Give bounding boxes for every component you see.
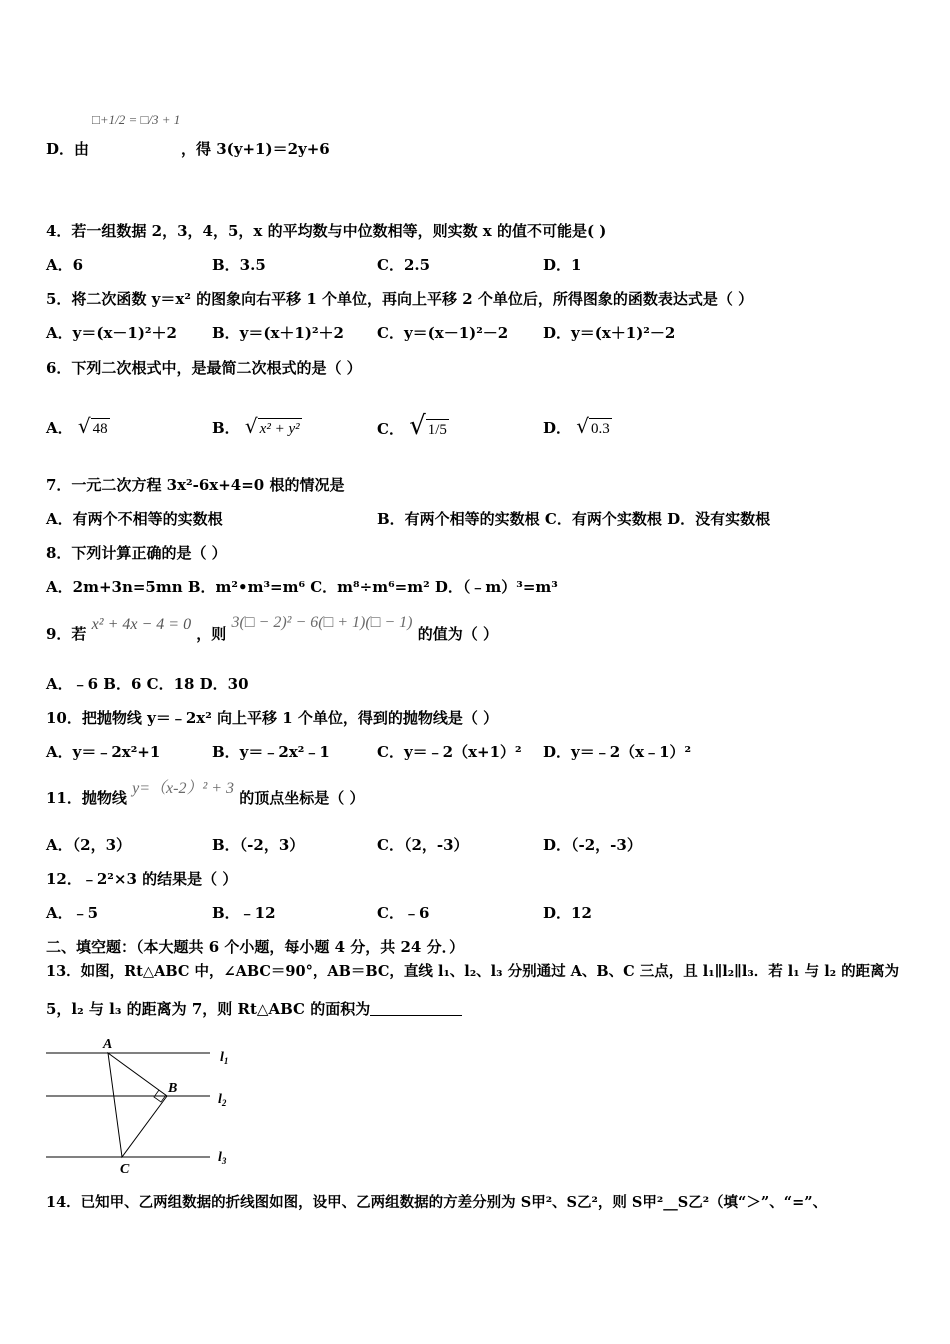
q6-option-d: D． √ 0.3 — [543, 414, 610, 438]
q4-option-d: D．1 — [543, 256, 582, 274]
q5-stem: 5．将二次函数 y＝x² 的图象向右平移 1 个单位，再向上平移 2 个单位后，所得图象的函数表达式是（ ） — [46, 290, 754, 308]
q6-stem: 6．下列二次根式中，是最简二次根式的是（ ） — [46, 359, 362, 377]
q6-option-b: B． √ x² + y² — [212, 414, 300, 438]
q11-prefix: 11．抛物线 — [46, 789, 127, 807]
q9-line — [46, 614, 498, 645]
q11-option-d: D．（-2，-3） — [543, 836, 642, 854]
label-l2: $l_2$ — [218, 1092, 227, 1108]
label-l1: $l_1$ — [220, 1050, 229, 1066]
q10-option-b: B．y＝﹣2x²﹣1 — [212, 743, 330, 761]
q13-answer-blank[interactable] — [370, 1001, 462, 1016]
q4-stem: 4．若一组数据 2，3，4，5，x 的平均数与中位数相等，则实数 x 的值不可能是( ) — [46, 222, 607, 240]
q6-option-a: A． √ 48 — [46, 414, 108, 438]
q6-radicand-b: x² + y² — [258, 418, 302, 439]
q9-mid: ，则 — [196, 625, 227, 643]
q6-radicand-d: 0.3 — [589, 418, 612, 439]
q12-option-a: A．﹣5 — [46, 904, 99, 922]
q13-line2: 5，l₂ 与 l₃ 的距离为 7，则 Rt△ABC 的面积为 — [46, 999, 462, 1019]
q6-radicand-a: 48 — [91, 418, 110, 439]
q12-option-c: C．﹣6 — [377, 904, 430, 922]
q11-formula: y=（x-2）² + 3 — [132, 780, 235, 797]
label-l3: $l_3$ — [218, 1150, 227, 1166]
label-a: A — [103, 1037, 113, 1052]
q3d-suffix: ，得 3(y+1)＝2y+6 — [181, 140, 330, 158]
q5-option-a: A．y＝(x－1)²＋2 — [46, 324, 177, 342]
q10-option-c: C．y＝﹣2（x+1）² — [377, 743, 522, 761]
q4-option-a: A．6 — [46, 256, 84, 274]
q5-option-d: D．y＝(x＋1)²－2 — [543, 324, 676, 342]
q14-text: 14．已知甲、乙两组数据的折线图如图，设甲、乙两组数据的方差分别为 S甲²、S乙²，则 S甲²__S乙²（填“＞”、“=”、 — [46, 1194, 828, 1211]
q6-option-c: C． √ 1/5 — [377, 411, 447, 441]
q4-option-b: B．3.5 — [212, 256, 266, 274]
q10-option-d: D．y＝﹣2（x﹣1）² — [543, 743, 692, 761]
q11-option-b: B．（-2，3） — [212, 836, 305, 854]
q8-stem: 8．下列计算正确的是（ ） — [46, 544, 227, 562]
q7-stem: 7．一元二次方程 3x²-6x+4=0 根的情况是 — [46, 476, 345, 494]
q6-radicand-c: 1/5 — [426, 419, 449, 440]
q11-option-c: C．（2，-3） — [377, 836, 469, 854]
q4-option-c: C．2.5 — [377, 256, 431, 274]
section-2-heading: 二、填空题：（本大题共 6 个小题，每小题 4 分，共 24 分．） — [46, 938, 465, 956]
label-b: B — [168, 1081, 178, 1096]
q9-expression: 3(□ − 2)² − 6(□ + 1)(□ − 1) — [231, 614, 413, 631]
q13-figure — [40, 1035, 250, 1180]
q12-option-b: B．﹣12 — [212, 904, 276, 922]
q3d-formula-image: □+1/2 = □/3 + 1 — [92, 112, 181, 127]
q13-line1: 13．如图，Rt△ABC 中，∠ABC＝90°，AB＝BC，直线 l₁、l₂、l₃ 分别通过 A、B、C 三点，且 l₁∥l₂∥l₃．若 l₁ 与 l₂ 的距离为 — [46, 963, 900, 980]
q8-options: A．2m+3n=5mn B．m²•m³=m⁶ C．m⁸÷m⁶=m² D．（﹣m）³=m³ — [46, 578, 558, 596]
q7-option-bcd: B．有两个相等的实数根 C．有两个实数根 D．没有实数根 — [377, 510, 771, 528]
q9-condition: x² + 4x − 4 = 0 — [91, 616, 192, 633]
q10-stem: 10．把抛物线 y＝﹣2x² 向上平移 1 个单位，得到的抛物线是（ ） — [46, 709, 499, 727]
q11-option-a: A．（2，3） — [46, 836, 132, 854]
triangle-abc — [108, 1053, 167, 1157]
q3d-prefix: D．由 — [46, 140, 90, 158]
q9-options: A．﹣6 B．6 C．18 D．30 — [46, 675, 249, 693]
q9-prefix: 9．若 — [46, 625, 87, 643]
q7-option-a: A．有两个不相等的实数根 — [46, 510, 223, 528]
q11-suffix: 的顶点坐标是（ ） — [239, 789, 365, 807]
q11-line — [46, 780, 365, 809]
q10-option-a: A．y＝﹣2x²+1 — [46, 743, 161, 761]
q5-option-b: B．y＝(x＋1)²＋2 — [212, 324, 344, 342]
q12-option-d: D．12 — [543, 904, 592, 922]
q12-stem: 12．﹣2²×3 的结果是（ ） — [46, 870, 238, 888]
label-c: C — [120, 1162, 130, 1177]
q9-suffix: 的值为（ ） — [417, 625, 498, 643]
q3d-line — [46, 139, 330, 159]
q5-option-c: C．y＝(x－1)²－2 — [377, 324, 509, 342]
